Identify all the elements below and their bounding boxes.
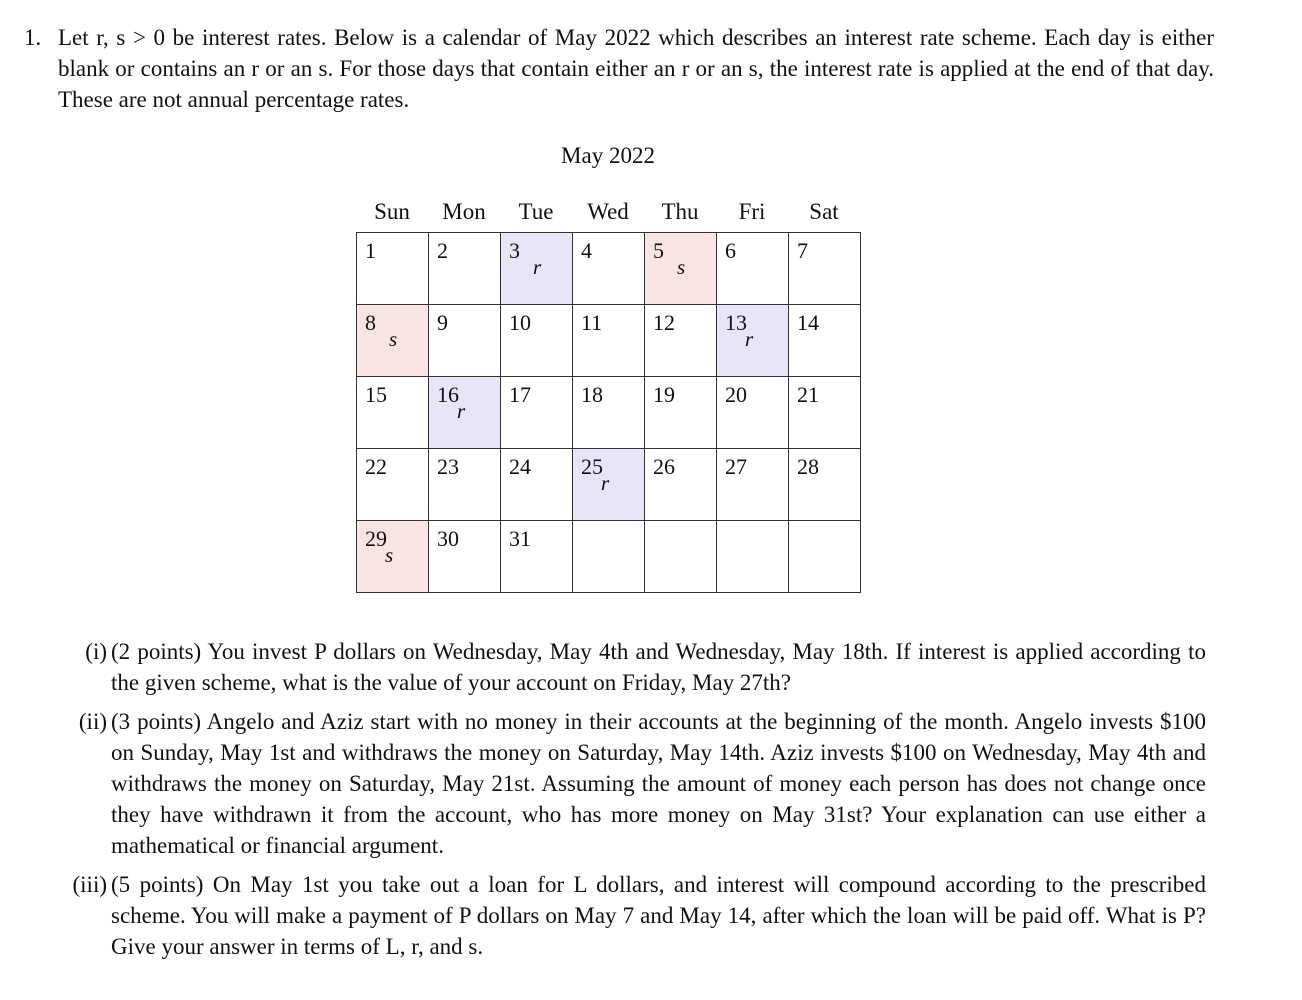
rate-mark-s: s xyxy=(677,255,686,279)
calendar-weekday-header xyxy=(356,199,862,231)
day-number: 13 xyxy=(725,310,747,335)
rate-mark-s: s xyxy=(389,327,398,351)
day-number: 23 xyxy=(437,454,459,479)
day-number: 1 xyxy=(365,238,376,263)
part-label: (ii) xyxy=(78,709,107,734)
calendar-day-29 xyxy=(357,521,429,593)
day-number: 25 xyxy=(581,454,603,479)
weekday-label-fri: Fri xyxy=(738,199,766,224)
calendar-day-28 xyxy=(789,449,861,521)
calendar-day-10 xyxy=(501,305,573,377)
calendar-day-7 xyxy=(789,233,861,305)
calendar-day-9 xyxy=(429,305,501,377)
day-number: 11 xyxy=(581,310,603,335)
day-number: 10 xyxy=(509,310,531,335)
day-number: 31 xyxy=(509,526,531,551)
weekday-label-wed: Wed xyxy=(587,199,629,224)
calendar-day-20 xyxy=(717,377,789,449)
day-number: 14 xyxy=(797,310,819,335)
calendar-day-12 xyxy=(645,305,717,377)
day-number: 7 xyxy=(797,238,808,263)
part-text: (2 points) You invest P dollars on Wednesday, May 4th and Wednesday, May 18th. If interest is applied according to the given scheme, what is the value of your account on Friday, May 27th? xyxy=(111,639,1206,695)
day-number: 21 xyxy=(797,382,819,407)
day-number: 24 xyxy=(509,454,531,479)
problem-part-2 xyxy=(60,706,1206,861)
calendar-day-17 xyxy=(501,377,573,449)
calendar-day-27 xyxy=(717,449,789,521)
calendar-day-14 xyxy=(789,305,861,377)
problem-statement xyxy=(24,22,1214,115)
calendar-day-19 xyxy=(645,377,717,449)
day-number: 29 xyxy=(365,526,387,551)
day-number: 4 xyxy=(581,238,592,263)
day-number: 15 xyxy=(365,382,387,407)
rate-mark-s: s xyxy=(385,543,394,567)
calendar-day-24 xyxy=(501,449,573,521)
calendar-title: May 2022 xyxy=(561,143,655,168)
day-number: 28 xyxy=(797,454,819,479)
calendar-day-13 xyxy=(717,305,789,377)
calendar-day-21 xyxy=(789,377,861,449)
problem-parts xyxy=(60,636,1206,970)
part-text: (3 points) Angelo and Aziz start with no money in their accounts at the beginning of the month. Angelo invests $100 on Sunday, May 1st and withdraws the money on Saturday, May 14th. Aziz invests $100 on Wednesday, May 4th and withdraws the money on Saturday, May 21st. Assuming the amount of money each person has does not change once they have withdrawn it from the account, who has more money on May 31st? Your explanation can use either a mathematical or financial argument. xyxy=(111,709,1206,858)
calendar-day-18 xyxy=(573,377,645,449)
day-number: 3 xyxy=(509,238,520,263)
day-number: 22 xyxy=(365,454,387,479)
day-number: 17 xyxy=(509,382,531,407)
calendar-day-5 xyxy=(645,233,717,305)
weekday-label-sat: Sat xyxy=(809,199,839,224)
calendar-day-11 xyxy=(573,305,645,377)
calendar-day-16 xyxy=(429,377,501,449)
calendar-day-8 xyxy=(357,305,429,377)
problem-intro: Let r, s > 0 be interest rates. Below is a calendar of May 2022 which describes an interest rate scheme. Each day is either blank or contains an r or an s. For those days that contain either an r or an s, the interest rate is applied at the end of that day. These are not annual percentage rates. xyxy=(58,25,1214,112)
calendar-day-30 xyxy=(429,521,501,593)
calendar-empty-cell xyxy=(573,521,645,593)
day-number: 6 xyxy=(725,238,736,263)
problem-part-3 xyxy=(60,869,1206,962)
day-number: 19 xyxy=(653,382,675,407)
part-label: (iii) xyxy=(72,872,107,897)
weekday-label-mon: Mon xyxy=(442,199,486,224)
day-number: 18 xyxy=(581,382,603,407)
calendar-day-15 xyxy=(357,377,429,449)
day-number: 26 xyxy=(653,454,675,479)
rate-mark-r: r xyxy=(745,327,754,351)
day-number: 20 xyxy=(725,382,747,407)
calendar-empty-cell xyxy=(789,521,861,593)
day-number: 2 xyxy=(437,238,448,263)
day-number: 30 xyxy=(437,526,459,551)
part-label: (i) xyxy=(85,639,107,664)
calendar-day-6 xyxy=(717,233,789,305)
part-text: (5 points) On May 1st you take out a loan for L dollars, and interest will compound according to the prescribed scheme. You will make a payment of P dollars on May 7 and May 14, after which the loan will be paid off. What is P? Give your answer in terms of L, r, and s. xyxy=(111,872,1206,959)
weekday-label-thu: Thu xyxy=(661,199,699,224)
rate-mark-r: r xyxy=(601,471,610,495)
day-number: 27 xyxy=(725,454,747,479)
calendar-day-23 xyxy=(429,449,501,521)
calendar-day-4 xyxy=(573,233,645,305)
day-number: 9 xyxy=(437,310,448,335)
day-number: 8 xyxy=(365,310,376,335)
calendar-day-3 xyxy=(501,233,573,305)
calendar-day-31 xyxy=(501,521,573,593)
calendar-empty-cell xyxy=(645,521,717,593)
calendar-empty-cell xyxy=(717,521,789,593)
day-number: 5 xyxy=(653,238,664,263)
day-number: 16 xyxy=(437,382,459,407)
problem-part-1 xyxy=(60,636,1206,698)
weekday-label-sun: Sun xyxy=(374,199,410,224)
calendar-day-1 xyxy=(357,233,429,305)
calendar-grid xyxy=(356,232,861,593)
weekday-label-tue: Tue xyxy=(518,199,554,224)
rate-mark-r: r xyxy=(533,255,542,279)
day-number: 12 xyxy=(653,310,675,335)
calendar-day-26 xyxy=(645,449,717,521)
calendar-day-2 xyxy=(429,233,501,305)
rate-mark-r: r xyxy=(457,399,466,423)
calendar-day-25 xyxy=(573,449,645,521)
problem-number: 1. xyxy=(24,25,42,50)
calendar-day-22 xyxy=(357,449,429,521)
